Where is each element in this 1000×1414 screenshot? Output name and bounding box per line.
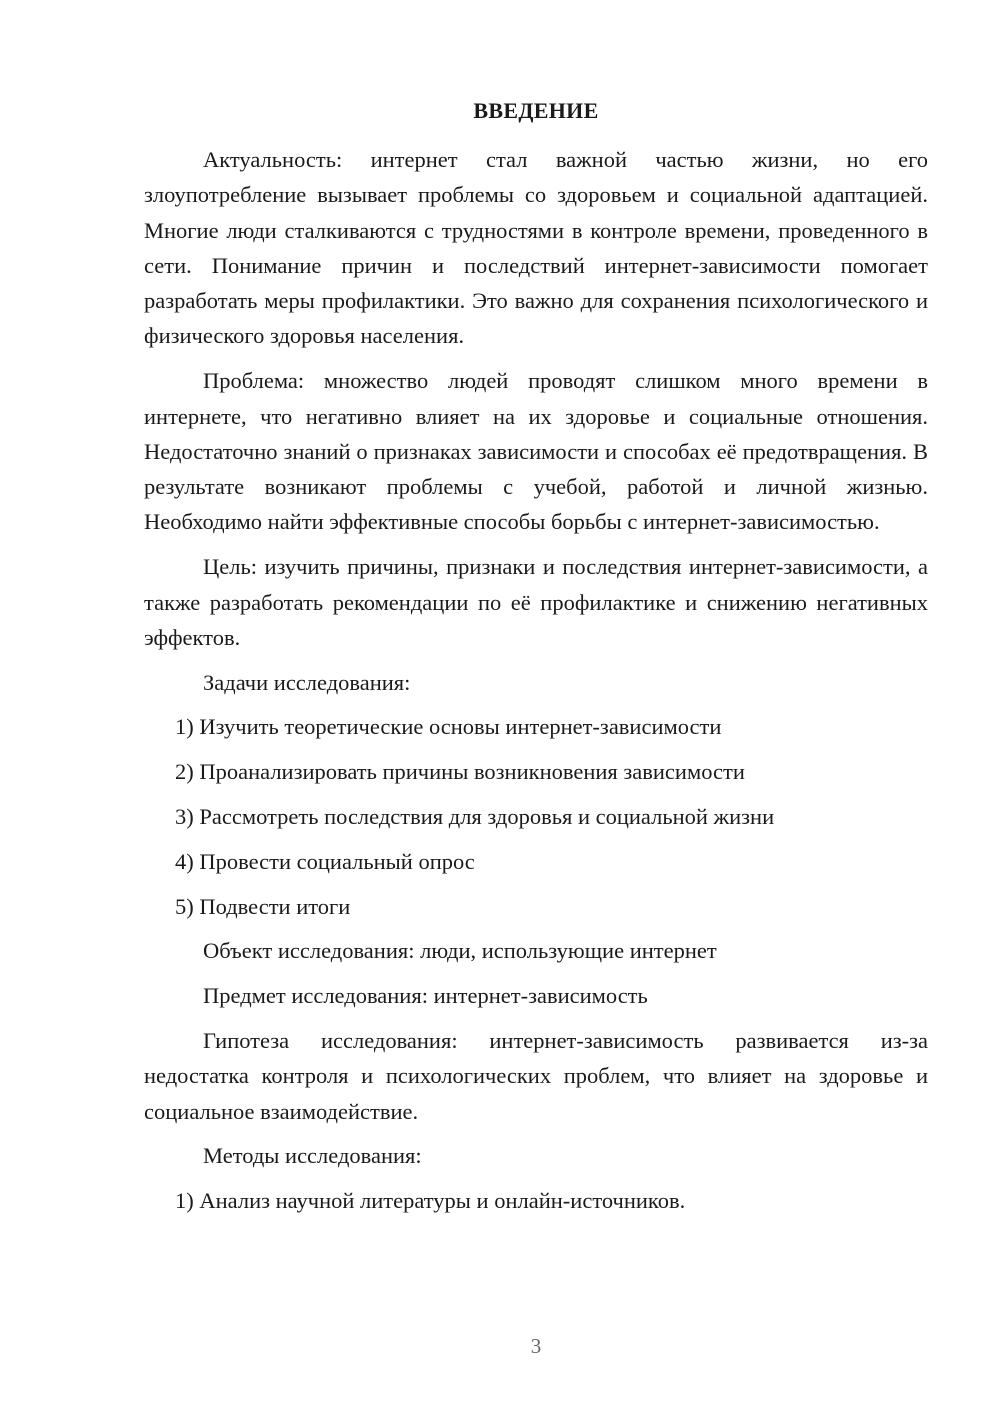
goal-paragraph: Цель: изучить причины, признаки и последствия интернет-зависимости, а также разработать рекомендации по её профилактике и снижению негативных эффектов. (144, 554, 928, 650)
subject-line: Предмет исследования: интернет-зависимость (203, 983, 648, 1009)
relevance-paragraph: Актуальность: интернет стал важной частью жизни, но его злоупотребление вызывает проблемы со здоровьем и социальной адаптацией. Многие люди сталкиваются с трудностями в контроле времени, проведенного в сети. Понимание причин и последствий интернет-зависимости помогает разработать меры профилактики. Это важно для сохранения психологического и физического здоровья населения. (144, 147, 928, 349)
method-item: 1) Анализ научной литературы и онлайн-источников. (175, 1188, 686, 1214)
document-body (144, 142, 928, 1228)
hypothesis-paragraph: Гипотеза исследования: интернет-зависимость развивается из-за недостатка контроля и психологических проблем, что влияет на здоровье и социальное взаимодействие. (144, 1028, 928, 1124)
tasks-label: Задачи исследования: (203, 669, 411, 695)
methods-label: Методы исследования: (203, 1143, 422, 1169)
task-item: 4) Провести социальный опрос (175, 848, 475, 874)
task-item: 3) Рассмотреть последствия для здоровья и социальной жизни (175, 804, 775, 830)
problem-paragraph: Проблема: множество людей проводят слишком много времени в интернете, что негативно влияет на их здоровье и социальные отношения. Недостаточно знаний о признаках зависимости и способах её предотвращения. В результате возникают проблемы с учебой, работой и личной жизнью. Необходимо найти эффективные способы борьбы с интернет-зависимостью. (144, 368, 928, 535)
page-number: 3 (530, 1334, 542, 1358)
task-item: 5) Подвести итоги (175, 893, 351, 919)
task-item: 2) Проанализировать причины возникновения зависимости (175, 759, 745, 785)
task-item: 1) Изучить теоретические основы интернет-зависимости (175, 714, 722, 740)
object-line: Объект исследования: люди, использующие интернет (203, 938, 717, 964)
section-heading: ВВЕДЕНИЕ (473, 98, 599, 123)
